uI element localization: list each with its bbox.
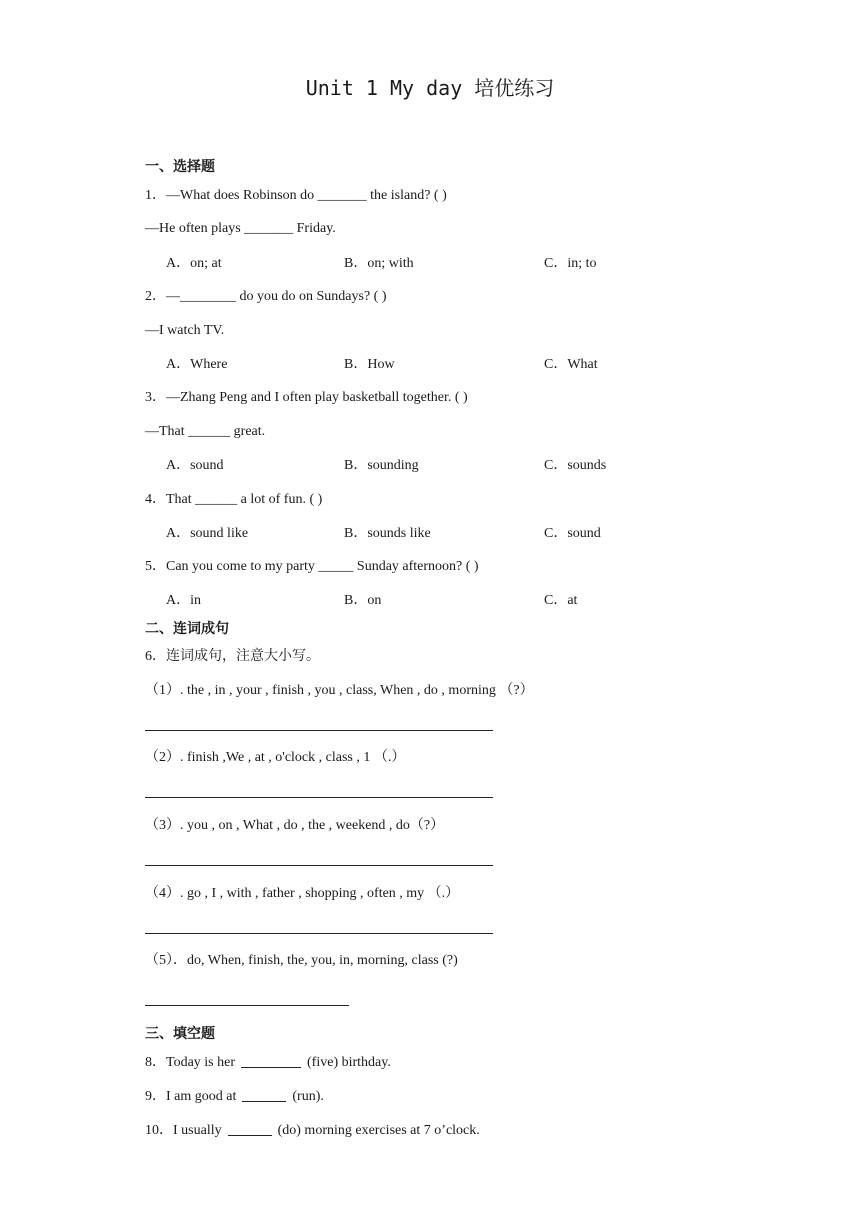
answer-line-5 xyxy=(145,1005,349,1006)
question-1-option-a: A．on; at xyxy=(166,256,222,271)
question-8-hint: (five) birthday. xyxy=(307,1055,391,1070)
question-5-stem: 5．Can you come to my party _____ Sunday afternoon? ( ) xyxy=(145,559,479,574)
question-6-item-4: （4）. go , I , with , father , shopping , often , my （.） xyxy=(145,886,460,901)
question-10 xyxy=(145,1121,480,1141)
answer-line-1 xyxy=(145,730,493,731)
question-3-option-a: A．sound xyxy=(166,458,224,473)
question-5-option-b: B．on xyxy=(344,593,382,608)
question-8-blank xyxy=(241,1053,301,1068)
question-1-reply: —He often plays _______ Friday. xyxy=(145,221,336,236)
question-4-option-b: B．sounds like xyxy=(344,526,431,541)
question-10-text: 10．I usually xyxy=(145,1123,222,1138)
question-3-stem: 3．—Zhang Peng and I often play basketball together. ( ) xyxy=(145,390,468,405)
page-title: Unit 1 My day 培优练习 xyxy=(305,76,555,100)
question-2-stem: 2．—________ do you do on Sundays? ( ) xyxy=(145,289,387,304)
question-9-text: 9．I am good at xyxy=(145,1089,237,1104)
question-6-item-5: （5）．do, When, finish, the, you, in, morning, class (?) xyxy=(145,953,458,968)
answer-line-3 xyxy=(145,865,493,866)
question-6-item-3: （3）. you , on , What , do , the , weekend , do（?） xyxy=(145,818,445,833)
question-5-option-c: C．at xyxy=(544,593,578,608)
question-1-stem: 1．—What does Robinson do _______ the island? ( ) xyxy=(145,188,447,203)
question-1-option-b: B．on; with xyxy=(344,256,414,271)
question-5-option-a: A．in xyxy=(166,593,201,608)
question-2-reply: —I watch TV. xyxy=(145,323,225,338)
answer-line-2 xyxy=(145,797,493,798)
section-heading-sentence-building: 二、连词成句 xyxy=(145,621,229,637)
question-3-option-b: B．sounding xyxy=(344,458,419,473)
question-4-option-a: A．sound like xyxy=(166,526,249,541)
question-6-intro: 6．连词成句，注意大小写。 xyxy=(145,649,320,664)
question-8 xyxy=(145,1053,391,1073)
question-9-blank xyxy=(242,1087,286,1102)
question-1-option-c: C．in; to xyxy=(544,256,597,271)
question-4-stem: 4．That ______ a lot of fun. ( ) xyxy=(145,492,323,507)
question-2-option-b: B．How xyxy=(344,357,395,372)
question-9-hint: (run). xyxy=(292,1089,324,1104)
answer-line-4 xyxy=(145,933,493,934)
question-2-option-c: C．What xyxy=(544,357,598,372)
question-3-option-c: C．sounds xyxy=(544,458,607,473)
question-10-blank xyxy=(228,1121,272,1136)
question-2-option-a: A．Where xyxy=(166,357,228,372)
question-6-item-1: （1）. the , in , your , finish , you , class, When , do , morning （?） xyxy=(145,683,534,698)
section-heading-choice: 一、选择题 xyxy=(145,159,215,175)
question-6-item-2: （2）. finish ,We , at , o'clock , class , 1 （.） xyxy=(145,750,406,765)
section-heading-fill-in: 三、填空题 xyxy=(145,1026,215,1042)
question-9 xyxy=(145,1087,324,1107)
question-10-hint: (do) morning exercises at 7 o’clock. xyxy=(277,1123,480,1138)
question-8-text: 8．Today is her xyxy=(145,1055,236,1070)
question-4-option-c: C．sound xyxy=(544,526,601,541)
question-3-reply: —That ______ great. xyxy=(145,424,266,439)
